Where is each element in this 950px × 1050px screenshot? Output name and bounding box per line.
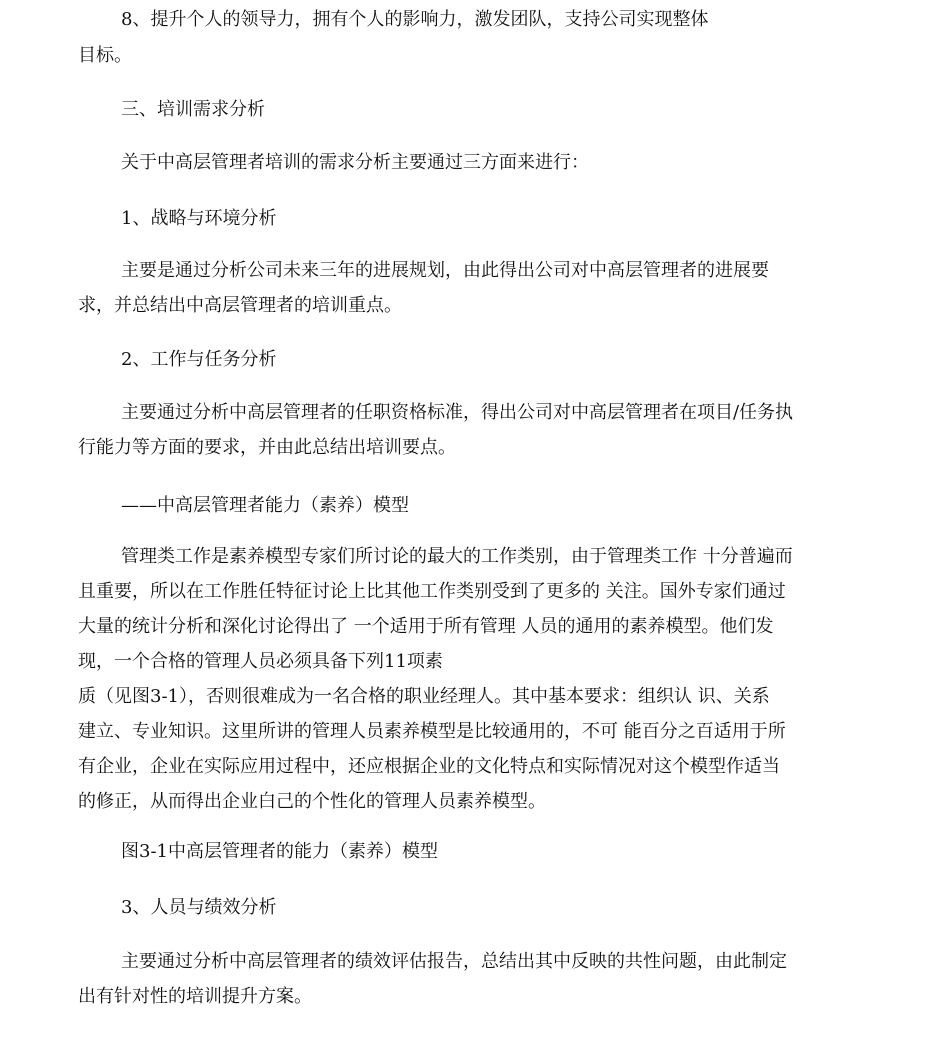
paragraph-line: 管理类工作是素养模型专家们所讨论的最大的工作类别，由于管理类工作 十分普遍而 [121,546,793,567]
paragraph-line: 现，一个合格的管理人员必须具备下列11项素 [78,651,443,672]
paragraph-line: 出有针对性的培训提升方案。 [78,986,312,1007]
paragraph-line: 主要是通过分析公司未来三年的进展规划，由此得出公司对中高层管理者的进展要 [121,260,769,281]
paragraph-line: 关于中高层管理者培训的需求分析主要通过三方面来进行： [121,152,589,173]
subsection-heading: 2、工作与任务分析 [121,349,277,370]
model-heading: ——中高层管理者能力（素养）模型 [121,495,409,516]
paragraph-line: 求，并总结出中高层管理者的培训重点。 [78,295,402,316]
paragraph-line: 建立、专业知识。这里所讲的管理人员素养模型是比较通用的，不可 能百分之百适用于所 [78,721,786,742]
paragraph-line: 的修正，从而得出企业白己的个性化的管理人员素养模型。 [78,791,546,812]
paragraph-line: 主要通过分析中高层管理者的绩效评估报告，总结出其中反映的共性问题，由此制定 [121,951,787,972]
subsection-heading: 3、人员与绩效分析 [121,897,277,918]
paragraph-line: 行能力等方面的要求，并由此总结出培训要点。 [78,437,456,458]
subsection-heading: 1、战略与环境分析 [121,208,277,229]
paragraph-line: 有企业，企业在实际应用过程中，还应根据企业的文化特点和实际情况对这个模型作适当 [78,756,780,777]
section-heading: 三、培训需求分析 [121,99,265,120]
paragraph-line: 大量的统计分析和深化讨论得出了 一个适用于所有管理 人员的通用的素养模型。他们发 [78,616,774,637]
paragraph-line: 主要通过分析中高层管理者的任职资格标准，得出公司对中高层管理者在项目/任务执 [121,402,794,423]
paragraph-line: 且重要，所以在工作胜任特征讨论上比其他工作类别受到了更多的 关注。国外专家们通过 [78,581,786,602]
paragraph-line: 质（见图3-1），否则很难成为一名合格的职业经理人。其中基本要求：组织认 识、关系 [78,686,770,707]
paragraph-line: 8、提升个人的领导力，拥有个人的影响力，激发团队，支持公司实现整体 [121,9,709,30]
figure-caption: 图3-1中高层管理者的能力（素养）模型 [121,841,438,862]
paragraph-line: 目标。 [78,45,132,66]
